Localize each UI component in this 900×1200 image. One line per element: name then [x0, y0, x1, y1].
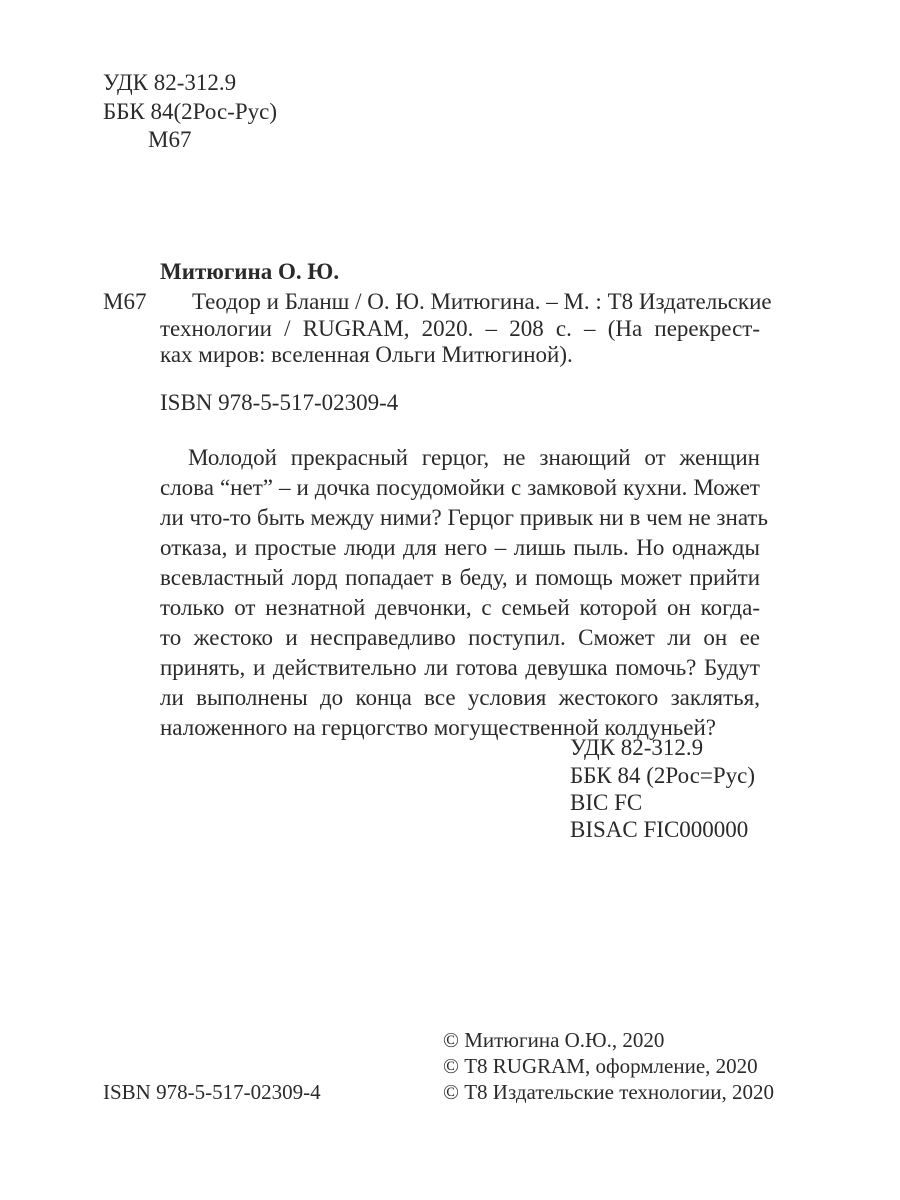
footer-isbn: ISBN 978-5-517-02309-4: [103, 1080, 321, 1104]
abstract-line: отказа, и простые люди для него – лишь пыль. Но однажды: [160, 535, 760, 560]
copyright-line: © Т8 RUGRAM, оформление, 2020: [443, 1054, 758, 1078]
bbk-code: ББК 84(2Рос-Рус): [103, 99, 277, 124]
author-mark: М67: [148, 127, 192, 152]
classification-bbk: ББК 84 (2Рос=Рус): [570, 763, 756, 788]
abstract-line: наложенного на герцогство могущественной колдуньей?: [160, 715, 716, 740]
abstract-line: принять, и действительно ли готова девушка помочь? Будут: [160, 655, 760, 680]
abstract-line: всевластный лорд попадает в беду, и помощь может прийти: [160, 565, 760, 590]
record-line: технологии / RUGRAM, 2020. – 208 с. – (На перекрест-: [160, 316, 760, 341]
abstract-line: Молодой прекрасный герцог, не знающий от женщин: [188, 445, 760, 470]
isbn: ISBN 978-5-517-02309-4: [160, 390, 399, 415]
abstract-line: то жестоко и несправедливо поступил. Сможет ли он ее: [160, 625, 760, 650]
author-name: Митюгина О. Ю.: [160, 259, 340, 284]
classification-bic: BIC FC: [570, 790, 643, 815]
record-line: ках миров: вселенная Ольги Митюгиной).: [160, 342, 573, 367]
abstract-line: ли что-то быть между ними? Герцог привык ни в чем не знать: [160, 505, 768, 530]
abstract-line: ли выполнены до конца все условия жестокого заклятья,: [160, 685, 760, 710]
copyright-line: © Т8 Издательские технологии, 2020: [443, 1080, 774, 1104]
record-line: Теодор и Бланш / О. Ю. Митюгина. – М. : Т8 Издательские: [192, 289, 772, 314]
udk-code: УДК 82-312.9: [103, 70, 237, 95]
abstract-line: слова “нет” – и дочка посудомойки с замковой кухни. Может: [160, 475, 760, 500]
abstract-line: только от незнатной девчонки, с семьей которой он когда-: [160, 595, 760, 620]
record-mark: М67: [103, 289, 147, 314]
classification-udk: УДК 82-312.9: [570, 735, 704, 760]
classification-bisac: BISAC FIC000000: [570, 817, 749, 842]
copyright-line: © Митюгина О.Ю., 2020: [443, 1028, 665, 1052]
